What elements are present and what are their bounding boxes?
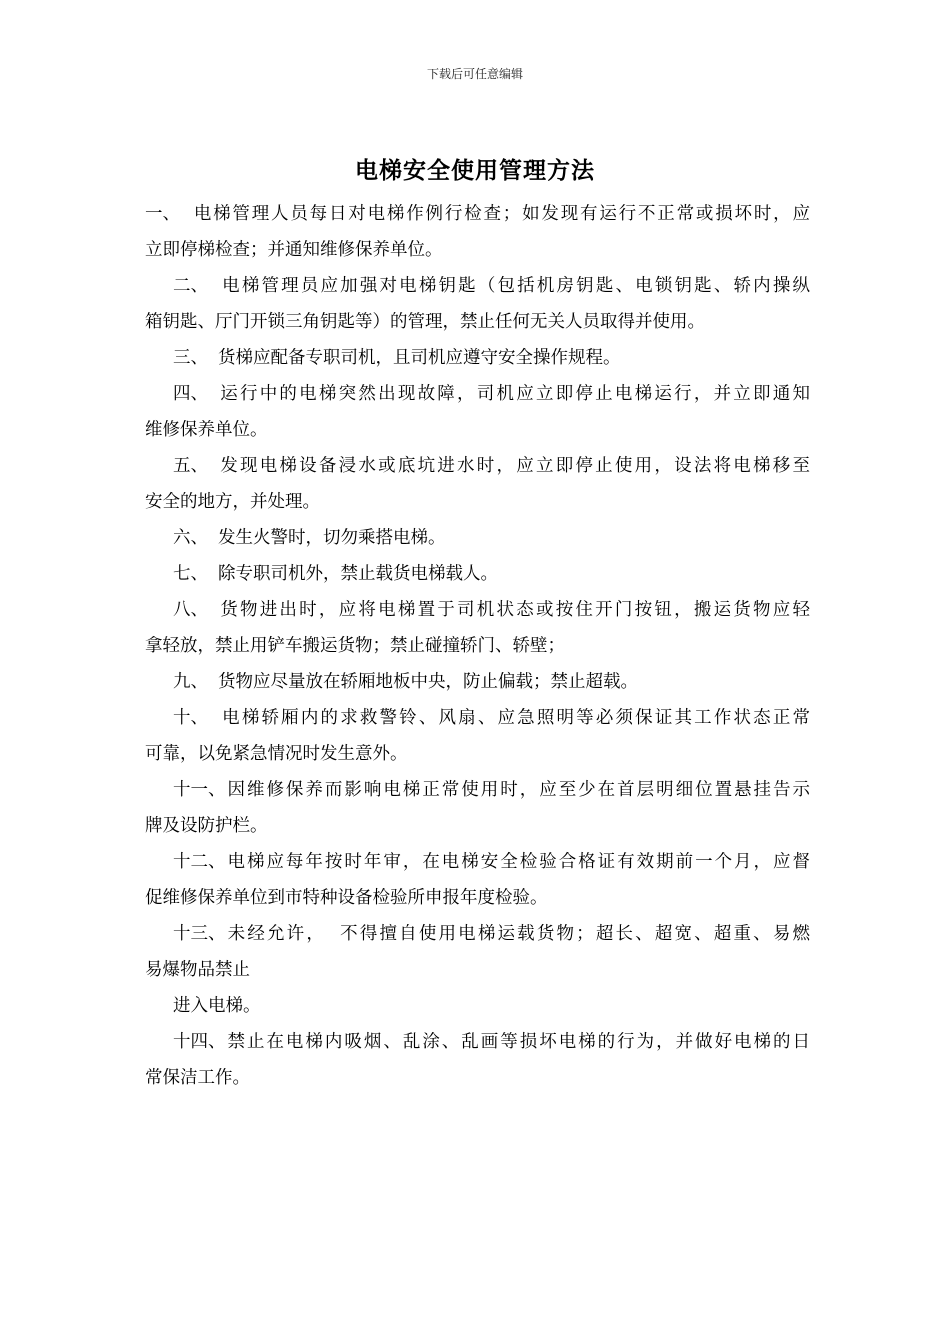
item-10-line-1: [145, 700, 810, 736]
item-text: 禁止在电梯内吸烟、乱涂、乱画等损坏电梯的行为，并做好电梯的日: [225, 1032, 810, 1052]
item-text: 货梯应配备专职司机，且司机应遵守安全操作规程。: [218, 348, 621, 368]
item-text: 促维修保养单位到市特种设备检验所申报年度检验。: [145, 888, 548, 908]
item-number: 十二、: [173, 852, 226, 872]
item-12-line-2: [145, 880, 810, 916]
item-4-line-2: [145, 412, 810, 448]
item-number: 十、: [173, 708, 208, 728]
item-2-line-1: [145, 268, 810, 304]
item-number: 一、: [145, 204, 180, 224]
item-text: 发生火警时，切勿乘搭电梯。: [218, 528, 446, 548]
item-number: 二、: [173, 276, 208, 296]
item-text: 安全的地方，并处理。: [145, 492, 320, 512]
document-body: [145, 196, 810, 1096]
item-text: 电梯轿厢内的求救警铃、风扇、应急照明等必须保证其工作状态正常: [220, 708, 810, 728]
item-13-line-1: [145, 916, 810, 952]
item-number: 七、: [173, 564, 208, 584]
item-11-line-2: [145, 808, 810, 844]
item-5-line-1: [145, 448, 810, 484]
item-number: 六、: [173, 528, 208, 548]
item-text: 箱钥匙、厅门开锁三角钥匙等）的管理，禁止任何无关人员取得并使用。: [145, 312, 705, 332]
item-number: 五、: [173, 456, 208, 476]
item-14-line-2: [145, 1060, 810, 1096]
item-12-line-1: [145, 844, 810, 880]
item-text: 牌及设防护栏。: [145, 816, 268, 836]
item-13-line-3: [145, 988, 810, 1024]
item-text: 运行中的电梯突然出现故障，司机应立即停止电梯运行，并立即通知: [218, 384, 810, 404]
item-text: 进入电梯。: [173, 996, 261, 1016]
item-text: 电梯应每年按时年审，在电梯安全检验合格证有效期前一个月，应督: [225, 852, 810, 872]
item-1-line-2: [145, 232, 810, 268]
item-number: 四、: [173, 384, 208, 404]
item-text: 除专职司机外，禁止载货电梯载人。: [218, 564, 498, 584]
item-text: 因维修保养而影响电梯正常使用时，应至少在首层明细位置悬挂告示: [225, 780, 810, 800]
item-10-line-2: [145, 736, 810, 772]
item-number: 十四、: [173, 1032, 226, 1052]
header-note: 下载后可任意编辑: [426, 67, 523, 81]
item-1-line-1: [145, 196, 810, 232]
item-text: 未经允许，: [225, 924, 326, 944]
item-text: 拿轻放，禁止用铲车搬运货物；禁止碰撞轿门、轿壁；: [145, 636, 565, 656]
item-9-line-1: [145, 664, 810, 700]
item-text: 可靠，以免紧急情况时发生意外。: [145, 744, 408, 764]
item-2-line-2: [145, 304, 810, 340]
item-number: 十三、: [173, 924, 226, 944]
item-text: 货物进出时，应将电梯置于司机状态或按住开门按钮，搬运货物应轻: [218, 600, 810, 620]
item-number: 八、: [173, 600, 208, 620]
item-8-line-1: [145, 592, 810, 628]
item-text: 易爆物品禁止: [145, 960, 250, 980]
item-4-line-1: [145, 376, 810, 412]
item-5-line-2: [145, 484, 810, 520]
item-13-line-2: [145, 952, 810, 988]
item-7-line-1: [145, 556, 810, 592]
item-text: 不得擅自使用电梯运载货物；超长、超宽、超重、易燃: [338, 924, 810, 944]
item-11-line-1: [145, 772, 810, 808]
item-text: 电梯管理员应加强对电梯钥匙（包括机房钥匙、电锁钥匙、轿内操纵: [220, 276, 810, 296]
item-text: 电梯管理人员每日对电梯作例行检查；如发现有运行不正常或损坏时，应: [192, 204, 810, 224]
item-14-line-1: [145, 1024, 810, 1060]
document-title: 电梯安全使用管理方法: [355, 157, 595, 184]
item-text: 常保洁工作。: [145, 1068, 250, 1088]
item-number: 十一、: [173, 780, 226, 800]
item-6-line-1: [145, 520, 810, 556]
item-text: 维修保养单位。: [145, 420, 268, 440]
item-3-line-1: [145, 340, 810, 376]
item-number: 九、: [173, 672, 208, 692]
item-8-line-2: [145, 628, 810, 664]
item-text: 立即停梯检查；并通知维修保养单位。: [145, 240, 443, 260]
item-number: 三、: [173, 348, 208, 368]
item-text: 货物应尽量放在轿厢地板中央，防止偏载；禁止超载。: [218, 672, 638, 692]
item-text: 发现电梯设备浸水或底坑进水时，应立即停止使用，设法将电梯移至: [218, 456, 810, 476]
